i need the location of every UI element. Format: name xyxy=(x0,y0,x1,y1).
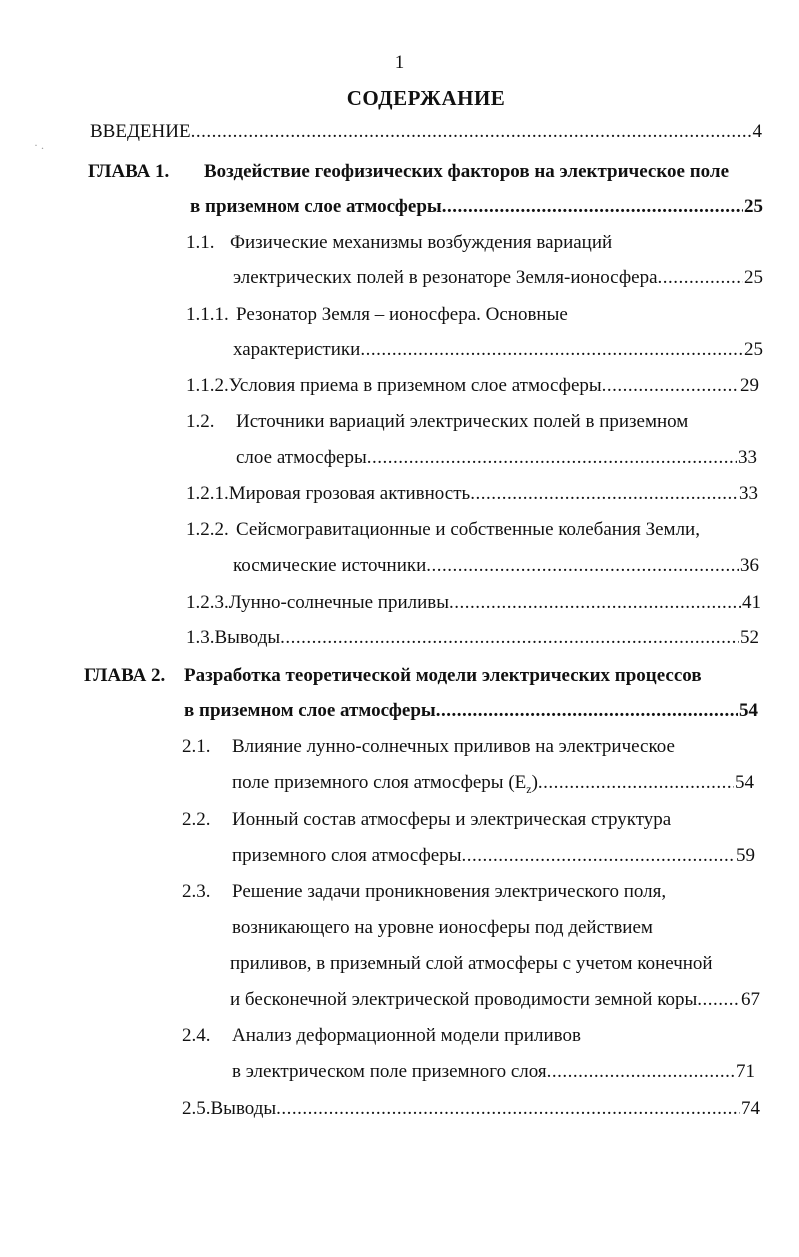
section-page: 33 xyxy=(739,483,758,504)
toc-chapter-1-line1[interactable] xyxy=(88,158,748,186)
dot-leader xyxy=(442,193,743,221)
toc-section-2-4-line1[interactable] xyxy=(182,1022,742,1050)
toc-section-1-1-line1[interactable] xyxy=(186,229,746,257)
section-title: Источники вариаций электрических полей в приземном xyxy=(236,411,689,432)
page-number: 1 xyxy=(394,52,405,73)
chapter-1-title-line2: в приземном слое атмосферы xyxy=(190,196,442,217)
section-number: 2.3. xyxy=(182,881,211,902)
toc-section-2-5[interactable] xyxy=(182,1095,760,1123)
section-page: 36 xyxy=(740,555,759,576)
section-title: Мировая грозовая активность xyxy=(228,483,471,504)
toc-section-1-1-1-line1[interactable] xyxy=(186,301,746,329)
toc-section-2-4-line2[interactable] xyxy=(232,1058,755,1086)
section-number: 1.1. xyxy=(186,232,215,253)
section-page: 25 xyxy=(744,339,763,360)
intro-label: ВВЕДЕНИЕ xyxy=(90,121,191,142)
chapter-1-title-line1: Воздействие геофизических факторов на электрическое поле xyxy=(204,161,730,182)
toc-section-2-3-line2[interactable] xyxy=(232,914,752,942)
toc-section-2-3-line3[interactable] xyxy=(230,950,770,978)
section-title-cont: приливов, в приземный слой атмосферы с учетом конечной xyxy=(230,953,713,974)
dot-leader xyxy=(449,589,741,617)
chapter-2-title-line2: в приземном слое атмосферы xyxy=(184,700,436,721)
chapter-2-number: ГЛАВА 2. xyxy=(84,665,166,686)
dot-leader xyxy=(658,264,743,292)
toc-section-1-2-2-line1[interactable] xyxy=(186,516,756,544)
chapter-1-number: ГЛАВА 1. xyxy=(88,161,170,182)
dot-leader xyxy=(462,842,736,870)
toc-section-1-2-3[interactable] xyxy=(186,589,761,617)
section-title: Условия приема в приземном слое атмосферы xyxy=(228,375,602,396)
section-number: 2.4. xyxy=(182,1025,211,1046)
toc-section-2-1-line2[interactable] xyxy=(232,769,754,797)
section-title-cont: слое атмосферы xyxy=(236,447,367,468)
intro-page: 4 xyxy=(752,121,762,142)
section-page: 54 xyxy=(735,772,754,793)
section-title-cont: электрических полей в резонаторе Земля-ионосфера xyxy=(233,267,658,288)
section-number: 1.1.2. xyxy=(186,375,229,396)
section-title-cont: космические источники xyxy=(233,555,427,576)
toc-section-1-1-1-line2[interactable] xyxy=(233,336,763,364)
section-title: Решение задачи проникновения электрического поля, xyxy=(232,881,667,902)
section-number: 2.2. xyxy=(182,809,211,830)
section-page: 67 xyxy=(741,989,760,1010)
toc-chapter-2-line1[interactable] xyxy=(84,662,744,690)
dot-leader xyxy=(360,336,743,364)
toc-section-1-2-line1[interactable] xyxy=(186,408,746,436)
section-page: 33 xyxy=(738,447,757,468)
section-title-cont: поле приземного слоя атмосферы $(E_z)$ xyxy=(232,772,538,796)
section-page: 29 xyxy=(740,375,759,396)
chapter-1-page: 25 xyxy=(744,196,763,217)
section-title-cont: характеристики xyxy=(233,339,361,360)
scan-speck: · . xyxy=(34,138,44,152)
dot-leader xyxy=(280,624,739,652)
section-number: 1.2.3. xyxy=(186,592,229,613)
section-page: 25 xyxy=(744,267,763,288)
dot-leader xyxy=(276,1095,740,1123)
section-title-cont: возникающего на уровне ионосферы под действием xyxy=(232,917,653,938)
toc-section-1-2-line2[interactable] xyxy=(236,444,757,472)
dot-leader xyxy=(602,372,739,400)
dot-leader xyxy=(426,552,739,580)
section-number: 1.2.1. xyxy=(186,483,229,504)
dot-leader xyxy=(191,118,752,146)
toc-entry-intro[interactable] xyxy=(90,118,762,146)
toc-section-1-1-line2[interactable] xyxy=(233,264,763,292)
toc-chapter-2-line2[interactable] xyxy=(184,697,758,725)
toc-section-1-2-1[interactable] xyxy=(186,480,758,508)
section-page: 41 xyxy=(742,592,761,613)
toc-section-1-2-2-line2[interactable] xyxy=(233,552,759,580)
section-number: 2.1. xyxy=(182,736,211,757)
toc-section-2-3-line4[interactable] xyxy=(230,986,760,1014)
section-title-cont: приземного слоя атмосферы xyxy=(232,845,462,866)
section-number: 1.2. xyxy=(186,411,215,432)
toc-section-2-3-line1[interactable] xyxy=(182,878,742,906)
dot-leader xyxy=(470,480,738,508)
section-number: 1.1.1. xyxy=(186,304,229,325)
toc-section-1-3[interactable] xyxy=(186,624,759,652)
toc-section-2-2-line1[interactable] xyxy=(182,806,742,834)
section-title: Ионный состав атмосферы и электрическая структура xyxy=(232,809,672,830)
section-title: Влияние лунно-солнечных приливов на электрическое xyxy=(232,736,675,757)
dot-leader xyxy=(538,769,734,797)
dot-leader xyxy=(436,697,738,725)
dot-leader xyxy=(367,444,737,472)
section-page: 59 xyxy=(736,845,755,866)
toc-section-2-1-line1[interactable] xyxy=(182,733,742,761)
toc-section-1-1-2[interactable] xyxy=(186,372,759,400)
section-page: 74 xyxy=(741,1098,760,1119)
section-number: 1.3. xyxy=(186,627,215,648)
section-title-cont: в электрическом поле приземного слоя xyxy=(232,1061,547,1082)
dot-leader xyxy=(697,986,740,1014)
toc-section-2-2-line2[interactable] xyxy=(232,842,755,870)
toc-title: СОДЕРЖАНИЕ xyxy=(346,86,506,110)
section-page: 71 xyxy=(736,1061,755,1082)
section-title: Резонатор Земля – ионосфера. Основные xyxy=(236,304,568,325)
section-title: Анализ деформационной модели приливов xyxy=(232,1025,581,1046)
section-number: 2.5. xyxy=(182,1098,211,1119)
section-page: 52 xyxy=(740,627,759,648)
section-title: Лунно-солнечные приливы xyxy=(228,592,450,613)
section-title: Физические механизмы возбуждения вариаций xyxy=(230,232,613,253)
section-title: Выводы xyxy=(210,1098,277,1119)
section-title-cont: и бесконечной электрической проводимости земной коры xyxy=(230,989,698,1010)
dot-leader xyxy=(547,1058,735,1086)
section-title: Сейсмогравитационные и собственные колебания Земли, xyxy=(236,519,700,540)
section-title: Выводы xyxy=(214,627,281,648)
chapter-2-title-line1: Разработка теоретической модели электрических процессов xyxy=(184,665,702,686)
section-number: 1.2.2. xyxy=(186,519,229,540)
chapter-2-page: 54 xyxy=(739,700,758,721)
toc-chapter-1-line2[interactable] xyxy=(190,193,763,221)
